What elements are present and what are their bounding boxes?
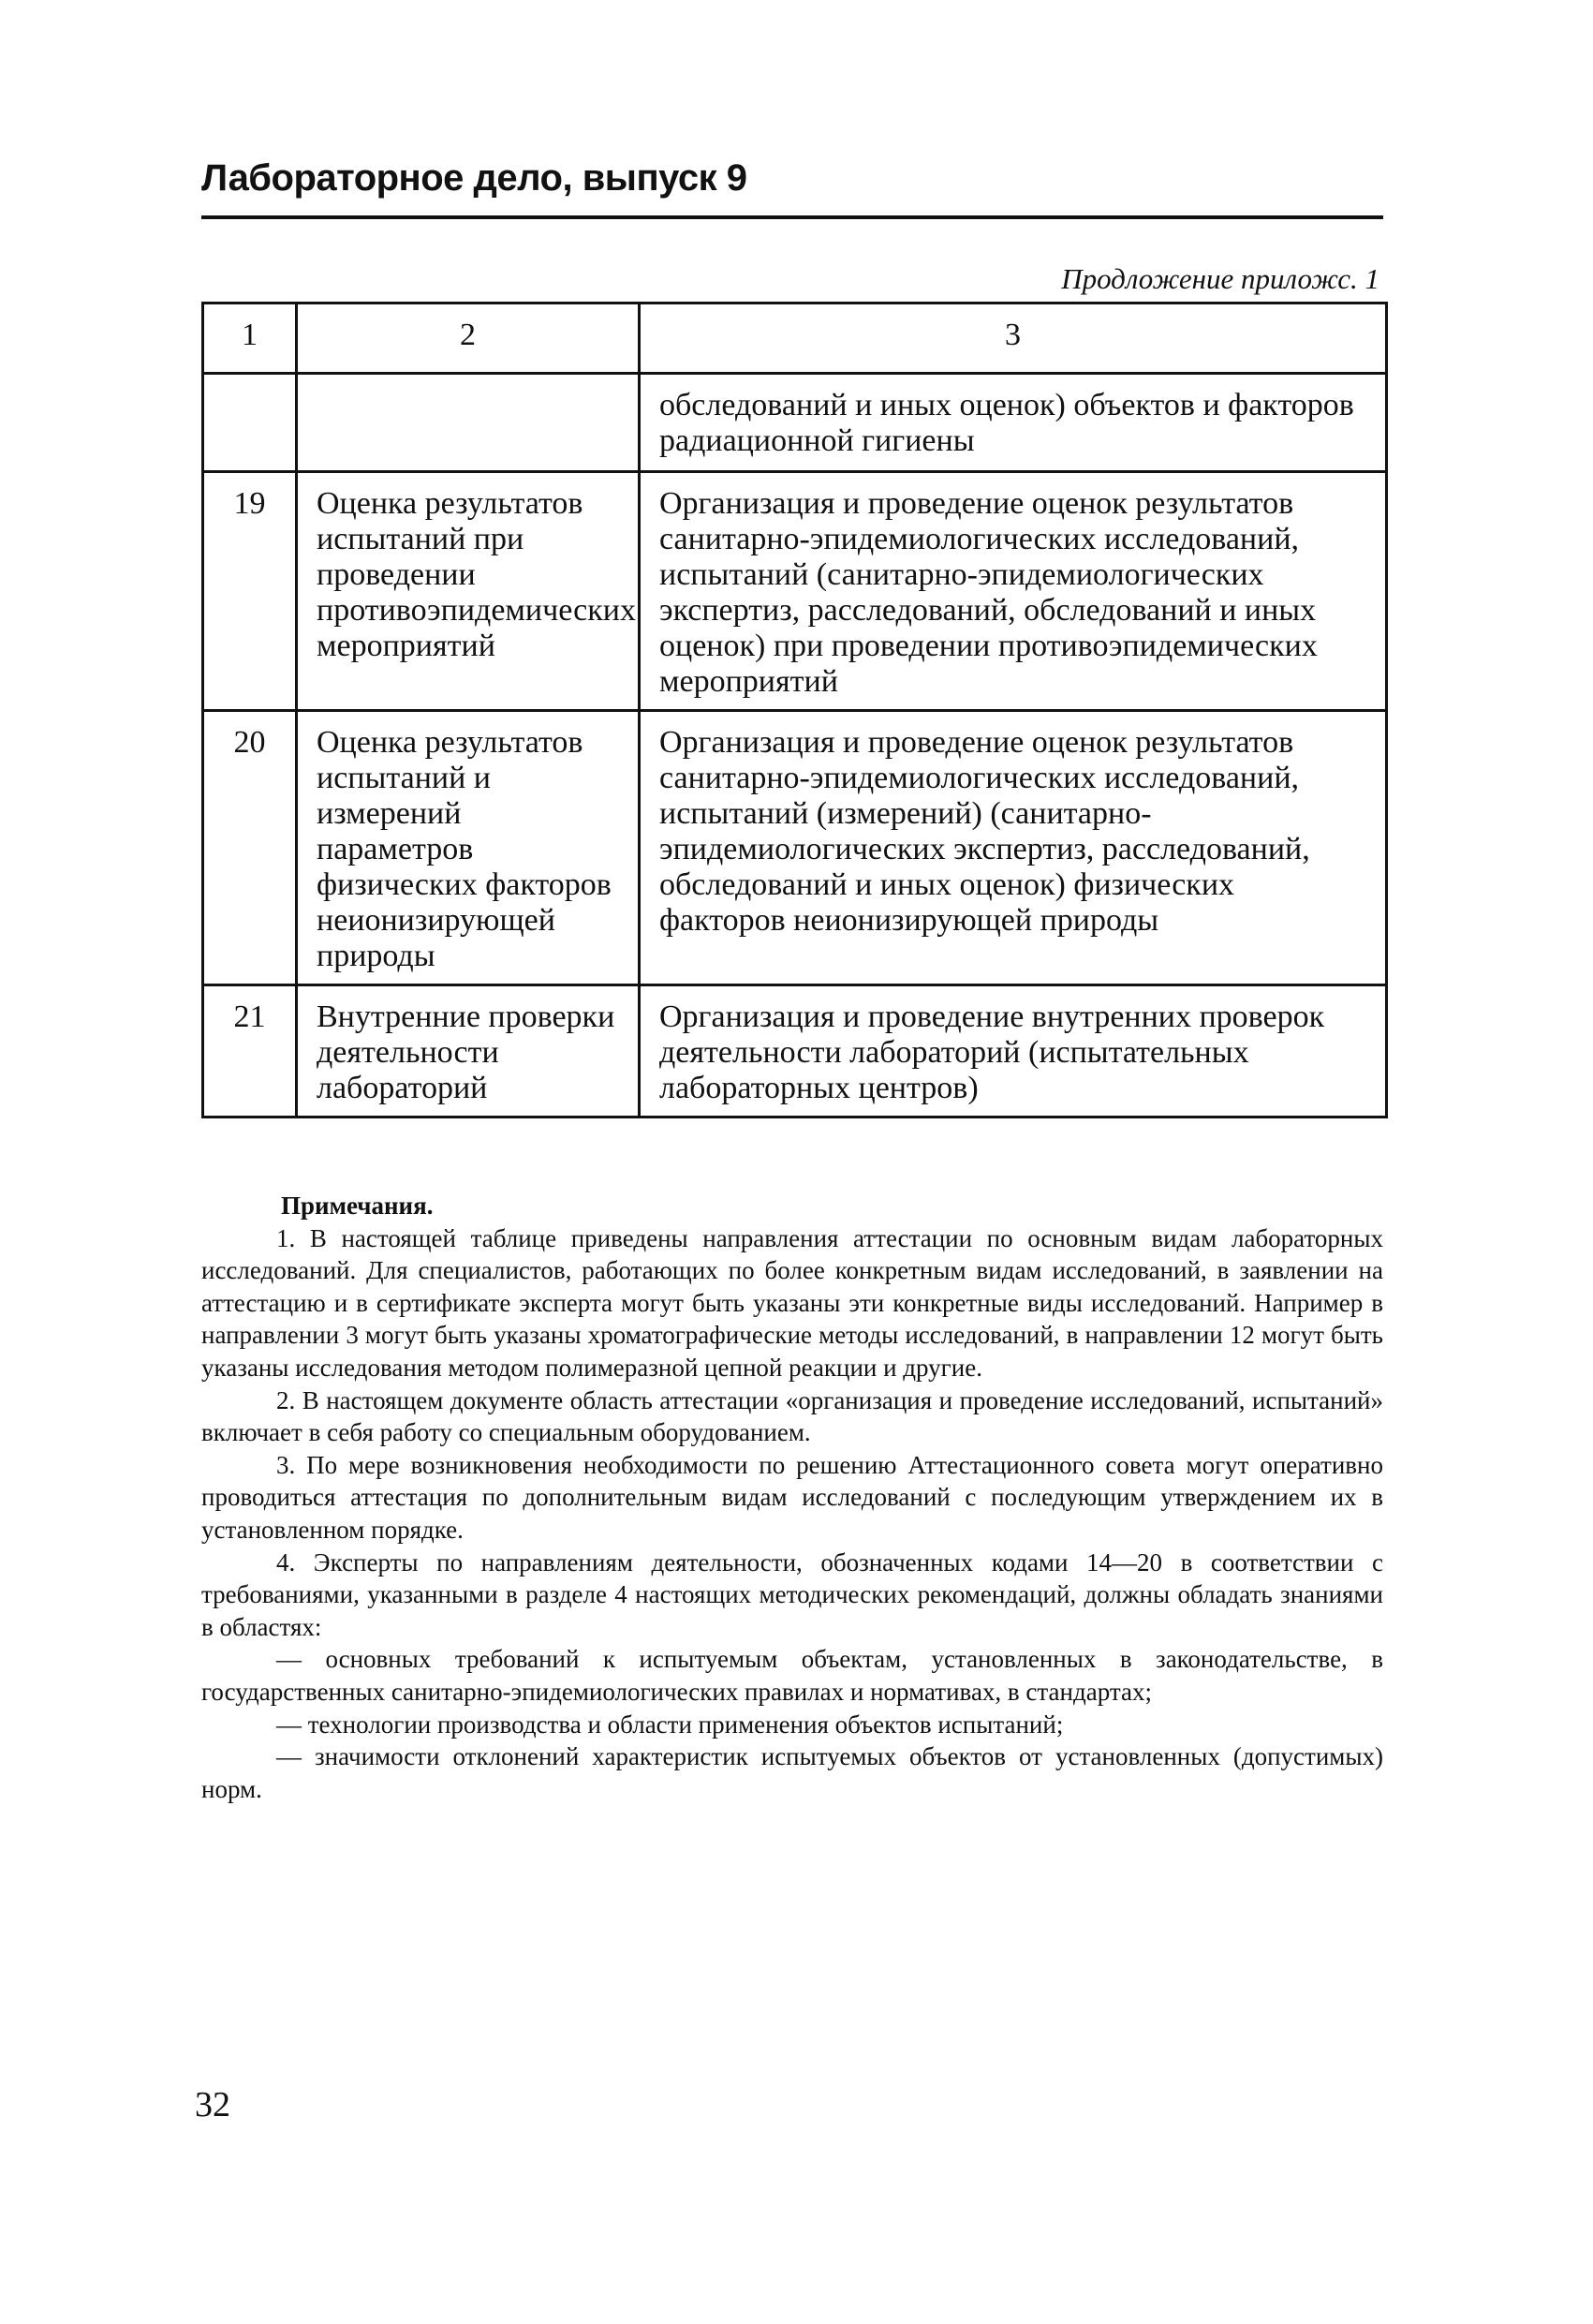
row-number: 20 xyxy=(203,711,297,985)
row-number xyxy=(203,374,297,472)
column-header: 1 xyxy=(203,303,297,374)
row-number: 21 xyxy=(203,985,297,1118)
header-rule xyxy=(201,215,1383,219)
notes-section xyxy=(201,1190,1383,1805)
row-description: Организация и проведение оценок результатов санитарно-эпидемиологических исследований, испытаний (измерений) (санитарно-эпидемиологических экспертиз, расследований, обследований и иных оценок) физических факторов неионизирующей природы xyxy=(640,711,1387,985)
column-header: 2 xyxy=(297,303,640,374)
row-name: Оценка результатов испытаний при проведении противоэпидемических мероприятий xyxy=(297,472,640,711)
column-header: 3 xyxy=(640,303,1387,374)
table-row xyxy=(203,711,1387,985)
note-item: 1. В настоящей таблице приведены направления аттестации по основным видам лабораторных исследований. Для специалистов, работающих по более конкретным видам исследований, в заявлении на аттестацию и в сертификате эксперта могут быть указаны эти конкретные виды исследований. Например в направлении 3 могут быть указаны хроматографические методы исследований, в направлении 12 могут быть указаны исследования методом полимеразной цепной реакции и другие. xyxy=(201,1223,1383,1382)
row-number: 19 xyxy=(203,472,297,711)
continuation-label: Продложение приложс. 1 xyxy=(1061,262,1379,295)
attestation-table xyxy=(201,302,1388,1118)
note-bullet: — технологии производства и области применения объектов испытаний; xyxy=(276,1710,1064,1739)
table-row xyxy=(203,985,1387,1118)
row-description: Организация и проведение внутренних проверок деятельности лабораторий (испытательных лабораторных центров) xyxy=(640,985,1387,1118)
row-name xyxy=(297,374,640,472)
notes-title: Примечания. xyxy=(281,1192,434,1220)
table-row xyxy=(203,374,1387,472)
row-name: Внутренние проверки деятельности лабораторий xyxy=(297,985,640,1118)
row-name: Оценка результатов испытаний и измерений параметров физических факторов неионизирующей природы xyxy=(297,711,640,985)
table-row xyxy=(203,472,1387,711)
running-header-title: Лабораторное дело, выпуск 9 xyxy=(201,157,747,199)
note-item: 2. В настоящем документе область аттестации «организация и проведение исследований, испытаний» включает в себя работу со специальным оборудованием. xyxy=(201,1385,1383,1447)
page-number: 32 xyxy=(195,2085,230,2124)
note-item: 4. Эксперты по направлениям деятельности, обозначенных кодами 14—20 в соответствии с требованиями, указанными в разделе 4 настоящих методических рекомендаций, должны обладать знаниями в областях: xyxy=(201,1547,1383,1641)
table-header-row xyxy=(203,303,1387,374)
note-bullet: — основных требований к испытуемым объектам, установленных в законодательстве, в государственных санитарно-эпидемиологических правилах и нормативах, в стандартах; xyxy=(201,1645,1383,1706)
note-bullet: — значимости отклонений характеристик испытуемых объектов от установленных (допустимых) норм. xyxy=(201,1742,1383,1803)
row-description: Организация и проведение оценок результатов санитарно-эпидемиологических исследований, испытаний (санитарно-эпидемиологических экспертиз, расследований, обследований и иных оценок) при проведении противоэпидемических мероприятий xyxy=(640,472,1387,711)
row-description: обследований и иных оценок) объектов и факторов радиационной гигиены xyxy=(640,374,1387,472)
note-item: 3. По мере возникновения необходимости по решению Аттестационного совета могут оперативно проводиться аттестация по дополнительным видам исследований с последующим утверждением их в установленном порядке. xyxy=(201,1450,1383,1544)
